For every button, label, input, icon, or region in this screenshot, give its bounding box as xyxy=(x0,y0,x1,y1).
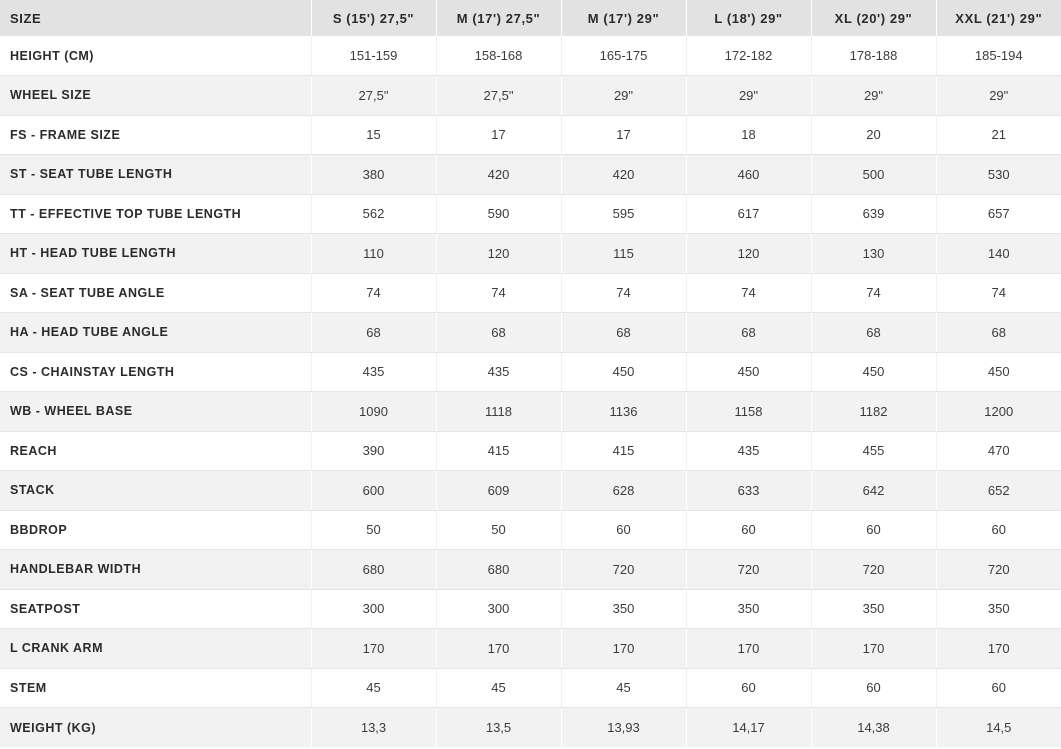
row-value: 151-159 xyxy=(311,36,436,76)
row-value: 140 xyxy=(936,234,1061,274)
table-row xyxy=(0,76,1061,116)
row-value: 45 xyxy=(561,668,686,708)
row-value: 130 xyxy=(811,234,936,274)
header-cell-size-4: XL (20') 29" xyxy=(811,0,936,36)
row-value: 680 xyxy=(311,550,436,590)
table-row xyxy=(0,194,1061,234)
row-value: 74 xyxy=(311,273,436,313)
table-row xyxy=(0,392,1061,432)
row-value: 633 xyxy=(686,471,811,511)
row-value: 170 xyxy=(811,629,936,669)
row-value: 170 xyxy=(436,629,561,669)
row-label: HEIGHT (CM) xyxy=(0,36,311,76)
header-cell-size-3: L (18') 29" xyxy=(686,0,811,36)
table-row xyxy=(0,431,1061,471)
row-value: 185-194 xyxy=(936,36,1061,76)
row-value: 15 xyxy=(311,115,436,155)
row-value: 29" xyxy=(561,76,686,116)
row-label: WEIGHT (KG) xyxy=(10,720,97,735)
row-value: 450 xyxy=(936,352,1061,392)
row-value: 720 xyxy=(936,550,1061,590)
row-value: 652 xyxy=(936,471,1061,511)
table-row xyxy=(0,36,1061,76)
row-value: 300 xyxy=(436,589,561,629)
row-value: 120 xyxy=(686,234,811,274)
row-label: WB - WHEEL BASE xyxy=(0,392,311,432)
row-value: 595 xyxy=(561,194,686,234)
row-value: 720 xyxy=(811,550,936,590)
row-value: 13,93 xyxy=(561,708,686,748)
table-row xyxy=(0,510,1061,550)
row-value: 170 xyxy=(686,629,811,669)
row-value: 29" xyxy=(686,76,811,116)
row-value: 21 xyxy=(936,115,1061,155)
row-value: 60 xyxy=(936,510,1061,550)
header-cell-size-5: XXL (21') 29" xyxy=(936,0,1061,36)
row-value: 1136 xyxy=(561,392,686,432)
row-value: 178-188 xyxy=(811,36,936,76)
header-cell-size: SIZE xyxy=(10,10,42,26)
row-value: 455 xyxy=(811,431,936,471)
table-row xyxy=(0,550,1061,590)
row-value: 74 xyxy=(811,273,936,313)
row-value: 170 xyxy=(311,629,436,669)
row-value: 27,5" xyxy=(311,76,436,116)
row-label: CS - CHAINSTAY LENGTH xyxy=(0,352,311,392)
row-value: 642 xyxy=(811,471,936,511)
row-label: HANDLEBAR WIDTH xyxy=(0,550,311,590)
row-value: 460 xyxy=(686,155,811,195)
row-value: 170 xyxy=(561,629,686,669)
row-value: 115 xyxy=(561,234,686,274)
row-value: 14,38 xyxy=(811,708,936,748)
header-cell-size-0: S (15') 27,5" xyxy=(311,0,436,36)
row-value: 50 xyxy=(436,510,561,550)
table-row xyxy=(0,629,1061,669)
row-label: SEATPOST xyxy=(0,589,311,629)
row-value: 172-182 xyxy=(686,36,811,76)
row-value: 450 xyxy=(811,352,936,392)
row-value: 435 xyxy=(311,352,436,392)
row-value: 435 xyxy=(686,431,811,471)
table-row xyxy=(0,668,1061,708)
row-value: 68 xyxy=(936,313,1061,353)
row-value: 50 xyxy=(311,510,436,550)
row-value: 435 xyxy=(436,352,561,392)
row-value: 720 xyxy=(561,550,686,590)
table-row xyxy=(0,471,1061,511)
row-value: 680 xyxy=(436,550,561,590)
row-value: 74 xyxy=(561,273,686,313)
table-row xyxy=(0,352,1061,392)
row-value: 14,5 xyxy=(936,708,1061,748)
table-row xyxy=(0,234,1061,274)
row-value: 68 xyxy=(311,313,436,353)
row-value: 1158 xyxy=(686,392,811,432)
row-value: 29" xyxy=(936,76,1061,116)
row-value: 1200 xyxy=(936,392,1061,432)
row-value: 380 xyxy=(311,155,436,195)
row-label: ST - SEAT TUBE LENGTH xyxy=(0,155,311,195)
row-value: 415 xyxy=(436,431,561,471)
row-value: 60 xyxy=(561,510,686,550)
header-cell-size-2: M (17') 29" xyxy=(561,0,686,36)
row-label: TT - EFFECTIVE TOP TUBE LENGTH xyxy=(0,194,311,234)
row-value: 110 xyxy=(311,234,436,274)
row-value: 562 xyxy=(311,194,436,234)
row-value: 29" xyxy=(811,76,936,116)
row-value: 13,3 xyxy=(311,708,436,748)
table-header-row xyxy=(0,0,1061,36)
row-value: 390 xyxy=(311,431,436,471)
row-value: 17 xyxy=(436,115,561,155)
row-value: 68 xyxy=(561,313,686,353)
row-value: 18 xyxy=(686,115,811,155)
row-label: FS - FRAME SIZE xyxy=(0,115,311,155)
row-value: 68 xyxy=(436,313,561,353)
row-value: 120 xyxy=(436,234,561,274)
row-value: 590 xyxy=(436,194,561,234)
row-value: 530 xyxy=(936,155,1061,195)
row-value: 300 xyxy=(311,589,436,629)
row-value: 639 xyxy=(811,194,936,234)
row-label: L CRANK ARM xyxy=(0,629,311,669)
row-value: 657 xyxy=(936,194,1061,234)
row-value: 450 xyxy=(686,352,811,392)
table-row xyxy=(0,589,1061,629)
row-label: REACH xyxy=(0,431,311,471)
row-value: 350 xyxy=(936,589,1061,629)
row-label: STACK xyxy=(0,471,311,511)
row-label: HA - HEAD TUBE ANGLE xyxy=(0,313,311,353)
row-value: 628 xyxy=(561,471,686,511)
row-value: 74 xyxy=(686,273,811,313)
row-label: BBDROP xyxy=(0,510,311,550)
row-value: 74 xyxy=(436,273,561,313)
row-value: 68 xyxy=(686,313,811,353)
row-value: 60 xyxy=(686,668,811,708)
row-value: 500 xyxy=(811,155,936,195)
row-value: 14,17 xyxy=(686,708,811,748)
row-value: 60 xyxy=(686,510,811,550)
row-value: 600 xyxy=(311,471,436,511)
row-value: 350 xyxy=(561,589,686,629)
table-header xyxy=(0,0,1061,36)
row-value: 450 xyxy=(561,352,686,392)
row-label: HT - HEAD TUBE LENGTH xyxy=(0,234,311,274)
table-row xyxy=(0,313,1061,353)
row-value: 170 xyxy=(936,629,1061,669)
row-value: 1182 xyxy=(811,392,936,432)
row-value: 350 xyxy=(811,589,936,629)
row-value: 27,5" xyxy=(436,76,561,116)
row-value: 20 xyxy=(811,115,936,155)
table-row xyxy=(0,708,1061,748)
row-value: 1118 xyxy=(436,392,561,432)
row-label: STEM xyxy=(0,668,311,708)
row-value: 60 xyxy=(936,668,1061,708)
table-row xyxy=(0,273,1061,313)
row-value: 68 xyxy=(811,313,936,353)
row-value: 1090 xyxy=(311,392,436,432)
row-value: 609 xyxy=(436,471,561,511)
row-label: WHEEL SIZE xyxy=(0,76,311,116)
row-value: 350 xyxy=(686,589,811,629)
row-value: 617 xyxy=(686,194,811,234)
row-value: 45 xyxy=(436,668,561,708)
row-value: 420 xyxy=(561,155,686,195)
row-value: 165-175 xyxy=(561,36,686,76)
row-value: 720 xyxy=(686,550,811,590)
row-value: 420 xyxy=(436,155,561,195)
table-row xyxy=(0,115,1061,155)
row-value: 60 xyxy=(811,668,936,708)
row-value: 158-168 xyxy=(436,36,561,76)
row-value: 45 xyxy=(311,668,436,708)
row-value: 74 xyxy=(936,273,1061,313)
table-body xyxy=(0,36,1061,747)
row-value: 17 xyxy=(561,115,686,155)
row-value: 13,5 xyxy=(436,708,561,748)
row-value: 470 xyxy=(936,431,1061,471)
table-row xyxy=(0,155,1061,195)
row-value: 415 xyxy=(561,431,686,471)
row-value: 60 xyxy=(811,510,936,550)
row-label: SA - SEAT TUBE ANGLE xyxy=(0,273,311,313)
header-cell-size-1: M (17') 27,5" xyxy=(436,0,561,36)
